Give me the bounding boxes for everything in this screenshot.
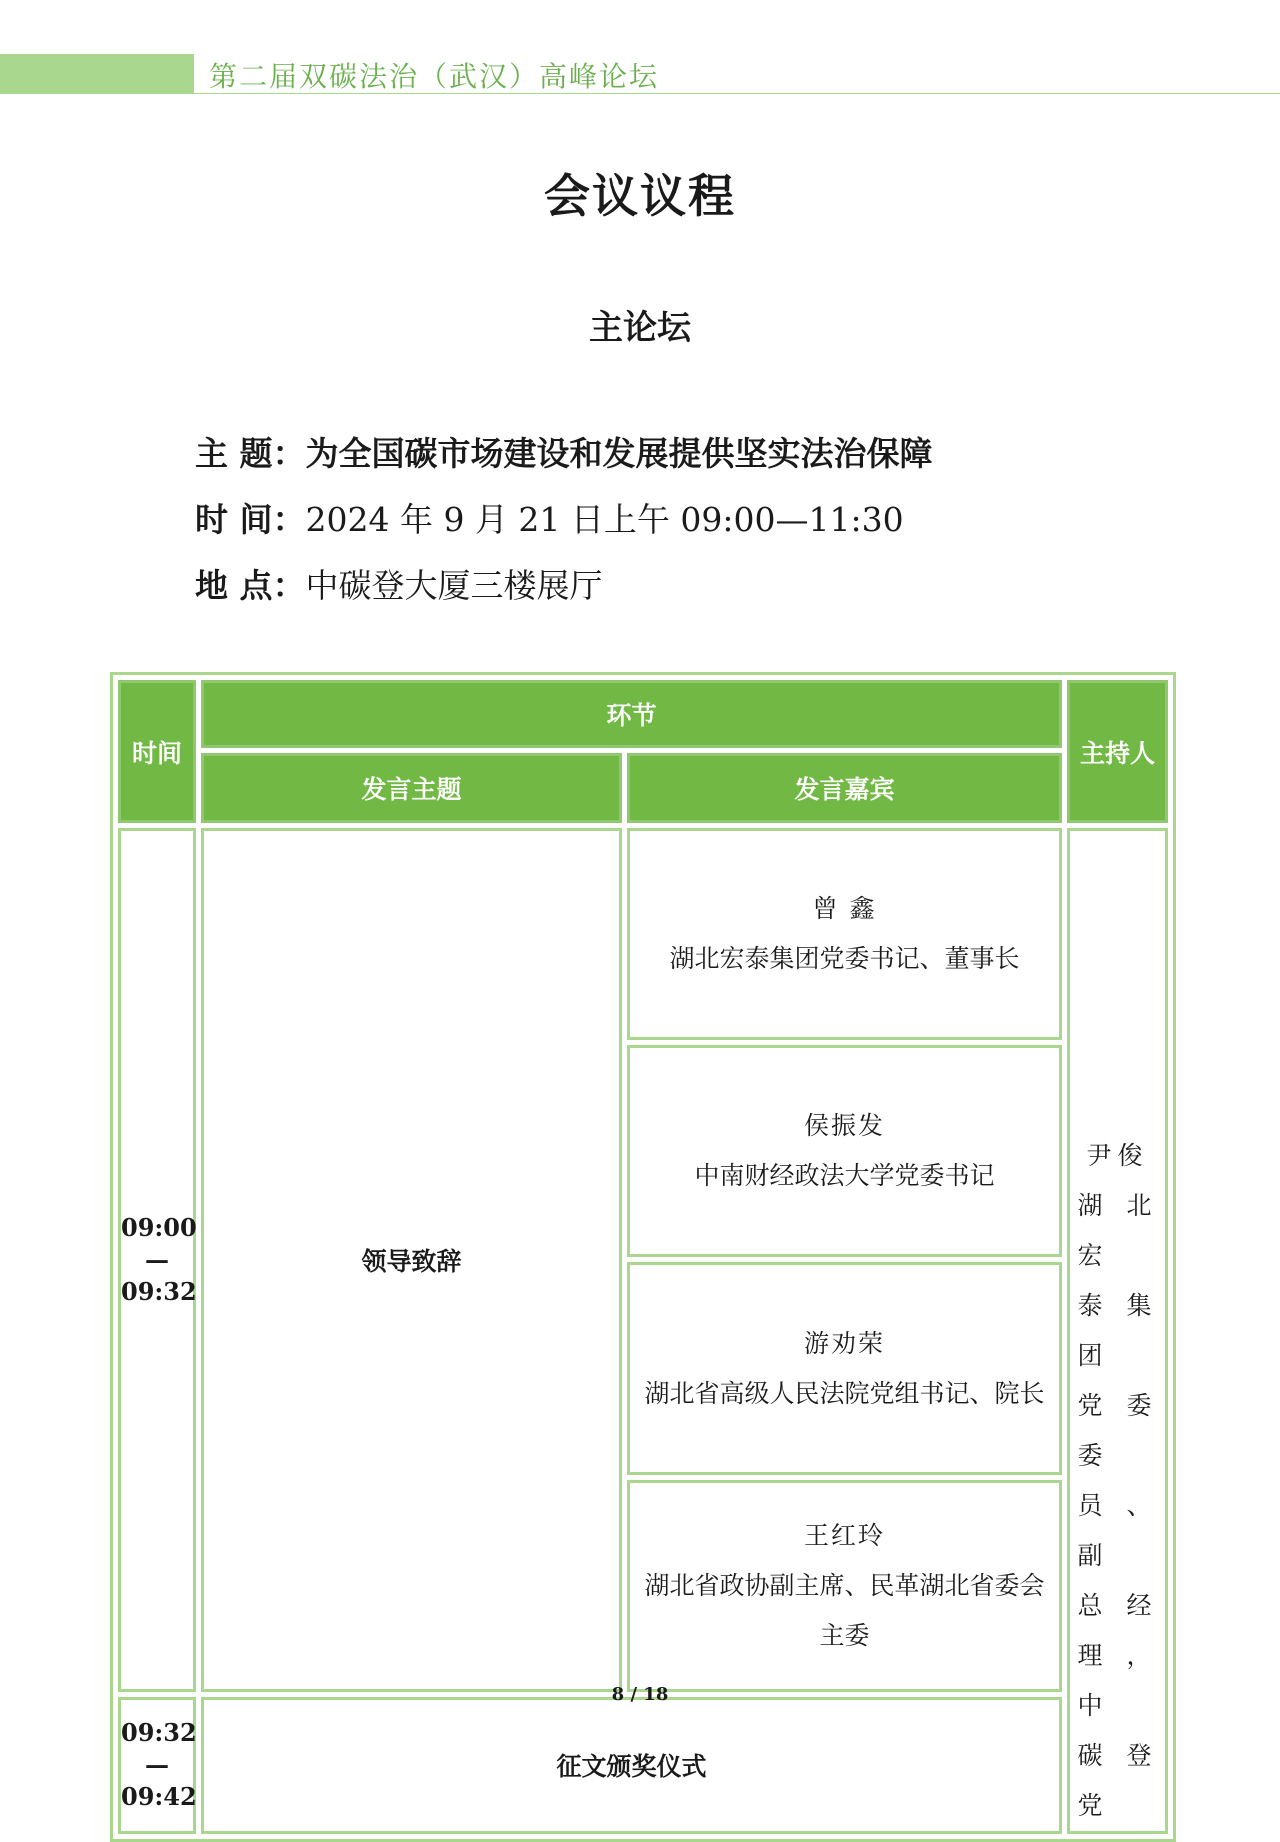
host-title-line: 总 经	[1077, 1591, 1158, 1620]
meta-topic	[195, 428, 933, 475]
header-guest: 发言嘉宾	[627, 753, 1062, 823]
guest-name: 游劝荣	[804, 1328, 886, 1358]
meta-time-label: 时 间：	[195, 500, 306, 539]
guest-cell	[627, 1262, 1062, 1474]
time-end: 09:32	[121, 1276, 197, 1306]
header-accent-bar	[0, 54, 194, 94]
header-title: 第二届双碳法治（武汉）高峰论坛	[209, 60, 660, 93]
time-separator: —	[145, 1750, 169, 1780]
header-time: 时间	[118, 680, 196, 823]
meta-place-label: 地 点：	[195, 566, 306, 605]
section-title: 主论坛	[589, 308, 691, 348]
meta-place	[195, 560, 603, 607]
guest-cell	[627, 1480, 1062, 1692]
meta-place-value: 中碳登大厦三楼展厅	[305, 566, 603, 605]
guest-cell	[627, 828, 1062, 1040]
table-row	[118, 1697, 1168, 1834]
host-title-line: 党委委	[1077, 1391, 1158, 1470]
guest-title: 中南财经政法大学党委书记	[694, 1161, 995, 1191]
meta-time	[195, 494, 904, 541]
meta-time-value: 2024 年 9 月 21 日上午 09:00—11:30	[305, 500, 904, 539]
guest-title: 湖北省政协副主席、民革湖北省委会	[644, 1570, 1045, 1600]
page-title: 会议议程	[544, 169, 736, 223]
table-header-row	[118, 680, 1168, 748]
guest-title: 湖北宏泰集团党委书记、董事长	[669, 944, 1020, 974]
header-rule	[194, 93, 1280, 94]
guest-title-continued: 主委	[819, 1620, 870, 1650]
time-separator: —	[145, 1244, 169, 1274]
time-end: 09:42	[121, 1782, 197, 1812]
award-ceremony-cell: 征文颁奖仪式	[201, 1697, 1062, 1834]
meta-topic-label: 主 题：	[195, 434, 306, 473]
host-title-line: 碳登党	[1077, 1741, 1158, 1820]
page-number: 8 / 18	[611, 1684, 669, 1705]
agenda-table	[110, 672, 1176, 1842]
header-segment: 环节	[201, 680, 1062, 748]
table-subheader-row	[118, 753, 1168, 823]
guest-name: 曾 鑫	[812, 894, 877, 924]
host-title-line: 员、副	[1077, 1491, 1158, 1570]
host-title-line: 理，中	[1077, 1641, 1158, 1720]
time-start: 09:00	[121, 1212, 197, 1242]
time-cell	[118, 1697, 196, 1834]
time-cell	[118, 828, 196, 1692]
header-topic: 发言主题	[201, 753, 622, 823]
time-start: 09:32	[121, 1718, 197, 1748]
guest-title: 湖北省高级人民法院党组书记、院长	[644, 1378, 1045, 1408]
guest-cell	[627, 1045, 1062, 1257]
header-host: 主持人	[1067, 680, 1168, 823]
host-title-line: 湖北宏	[1077, 1191, 1158, 1270]
guest-name: 王红玲	[804, 1520, 886, 1550]
table-row	[118, 828, 1168, 1040]
topic-cell: 领导致辞	[201, 828, 622, 1692]
host-name: 尹俊	[1086, 1141, 1149, 1170]
guest-name: 侯振发	[804, 1111, 886, 1141]
meta-topic-value: 为全国碳市场建设和发展提供坚实法治保障	[305, 434, 933, 473]
host-title-line: 泰集团	[1077, 1291, 1158, 1370]
